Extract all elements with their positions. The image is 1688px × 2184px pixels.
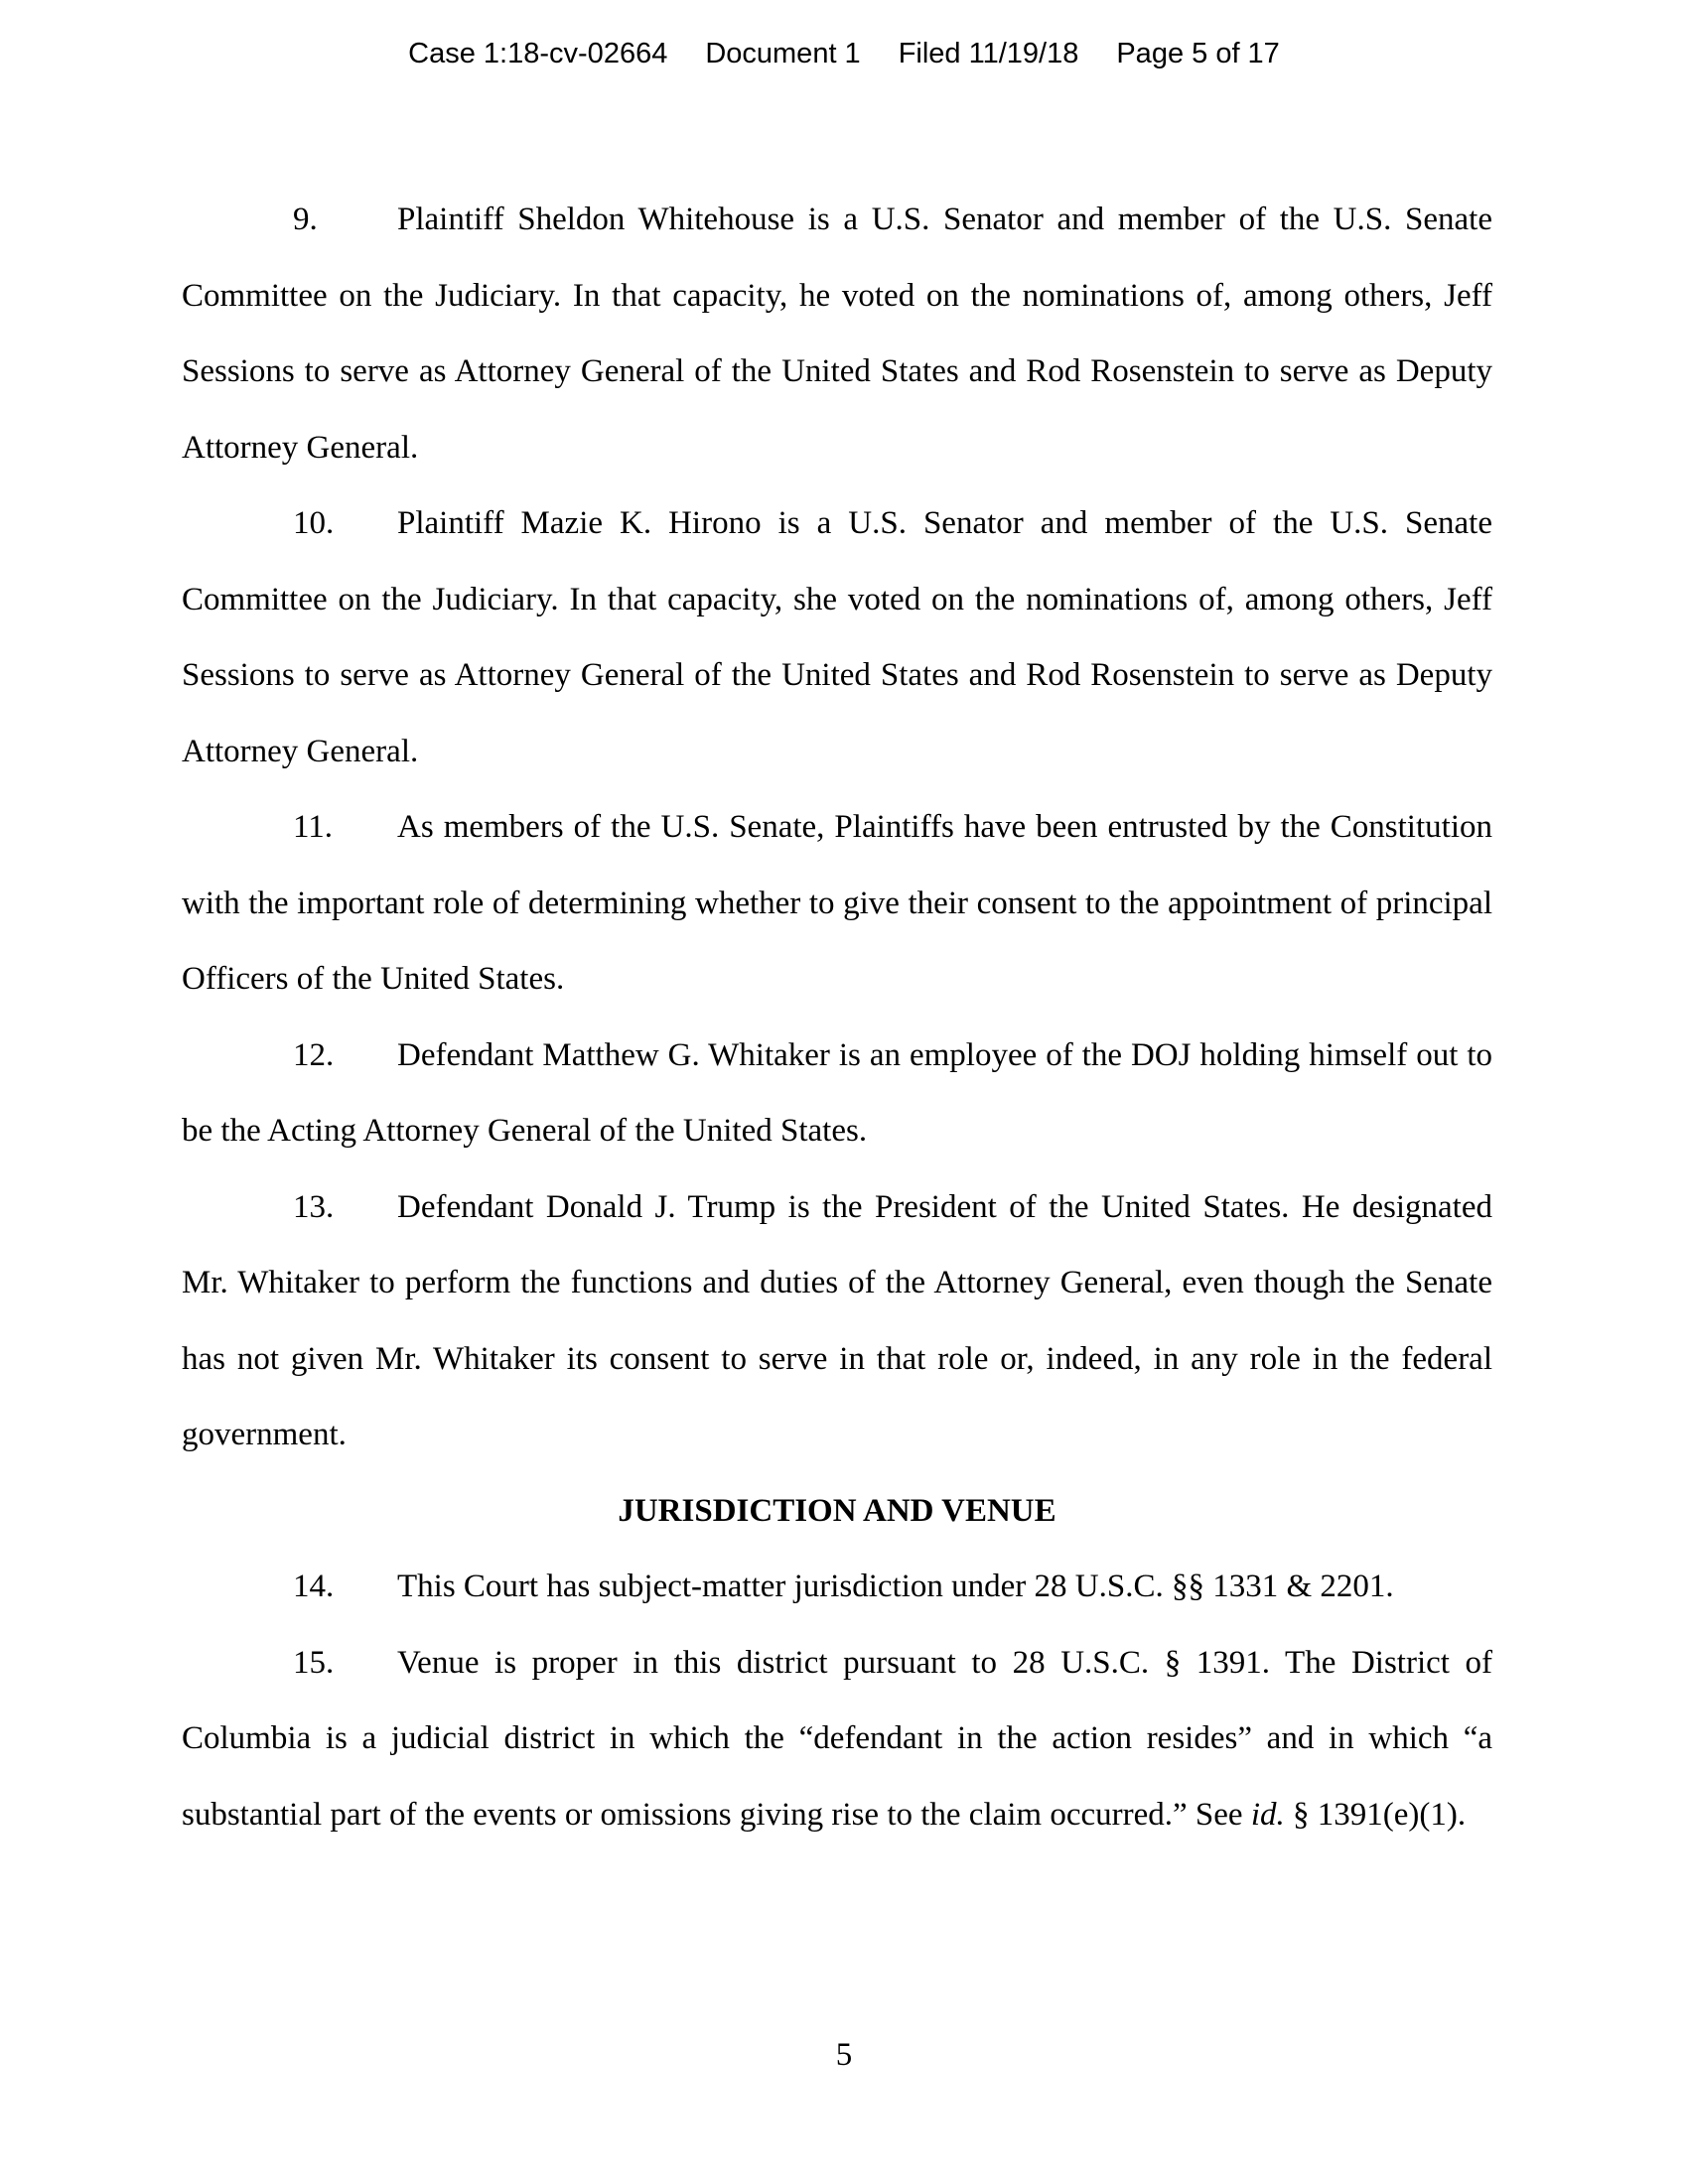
paragraph-line: Attorney General. xyxy=(182,733,419,769)
paragraph-number: 9. xyxy=(293,202,318,237)
paragraph-line xyxy=(293,1549,1492,1625)
paragraph-line: Sessions to serve as Attorney General of the United States and Rod Rosenstein to serve as Deputy xyxy=(182,353,1492,389)
paragraph-number: 13. xyxy=(293,1188,335,1225)
paragraph-line: government. xyxy=(182,1417,347,1452)
paragraph-text: § 1391(e)(1). xyxy=(1284,1796,1467,1833)
paragraph-line xyxy=(293,1625,1492,1702)
paragraph-text: This Court has subject-matter jurisdiction under 28 U.S.C. §§ 1331 & 2201. xyxy=(397,1569,1394,1604)
paragraph-number: 14. xyxy=(293,1569,335,1604)
page-indicator: Page 5 of 17 xyxy=(1116,38,1280,69)
case-number: Case 1:18-cv-02664 xyxy=(408,38,668,69)
paragraph-text: Plaintiff Mazie K. Hirono is a U.S. Senator and member of the U.S. Senate xyxy=(397,505,1492,541)
paragraph-text: Defendant Matthew G. Whitaker is an employee of the DOJ holding himself out to xyxy=(397,1036,1492,1073)
paragraph-11 xyxy=(182,789,1492,1018)
paragraph-line: be the Acting Attorney General of the United States. xyxy=(182,1113,868,1149)
paragraph-line xyxy=(293,789,1492,866)
paragraph-9 xyxy=(182,182,1492,485)
paragraph-number: 11. xyxy=(293,809,334,845)
paragraph-14 xyxy=(182,1549,1492,1625)
paragraph-line: Columbia is a judicial district in which the “defendant in the action resides” and in which “a xyxy=(182,1720,1492,1756)
paragraph-15 xyxy=(182,1625,1492,1853)
paragraph-line: has not given Mr. Whitaker its consent to serve in that role or, indeed, in any role in the federal xyxy=(182,1340,1492,1377)
paragraph-text: Defendant Donald J. Trump is the President of the United States. He designated xyxy=(397,1188,1492,1225)
page-number-footer: 5 xyxy=(835,2037,853,2073)
paragraph-line xyxy=(293,1169,1492,1246)
section-heading-jurisdiction-venue: JURISDICTION AND VENUE xyxy=(618,1492,1056,1529)
paragraph-13 xyxy=(182,1169,1492,1473)
paragraph-text: Plaintiff Sheldon Whitehouse is a U.S. Senator and member of the U.S. Senate xyxy=(397,202,1492,237)
document-body xyxy=(182,182,1492,1852)
paragraph-line: Mr. Whitaker to perform the functions and duties of the Attorney General, even though the Senate xyxy=(182,1265,1492,1300)
paragraph-number: 15. xyxy=(293,1644,335,1681)
citation-id-italic: id. xyxy=(1250,1796,1285,1833)
paragraph-line: with the important role of determining whether to give their consent to the appointment of principal xyxy=(182,885,1492,921)
paragraph-10 xyxy=(182,485,1492,789)
filed-date: Filed 11/19/18 xyxy=(898,38,1079,69)
paragraph-text: As members of the U.S. Senate, Plaintiffs have been entrusted by the Constitution xyxy=(397,809,1492,845)
document-number: Document 1 xyxy=(705,38,861,69)
paragraph-line: Sessions to serve as Attorney General of the United States and Rod Rosenstein to serve as Deputy xyxy=(182,657,1492,693)
paragraph-line: Committee on the Judiciary. In that capacity, he voted on the nominations of, among others, Jeff xyxy=(182,277,1492,314)
paragraph-line xyxy=(293,182,1492,258)
paragraph-number: 10. xyxy=(293,505,335,541)
paragraph-line xyxy=(182,1777,1492,1853)
paragraph-text: substantial part of the events or omissions giving rise to the claim occurred.” See xyxy=(182,1796,1251,1833)
case-stamp-header xyxy=(0,36,1688,71)
paragraph-line xyxy=(293,485,1492,562)
paragraph-12 xyxy=(182,1018,1492,1169)
paragraph-line xyxy=(293,1018,1492,1094)
paragraph-text: Venue is proper in this district pursuant to 28 U.S.C. § 1391. The District of xyxy=(397,1644,1492,1681)
paragraph-line: Attorney General. xyxy=(182,429,419,466)
paragraph-line: Officers of the United States. xyxy=(182,961,565,997)
paragraph-line: Committee on the Judiciary. In that capacity, she voted on the nominations of, among others, Jeff xyxy=(182,581,1492,617)
paragraph-number: 12. xyxy=(293,1036,335,1073)
